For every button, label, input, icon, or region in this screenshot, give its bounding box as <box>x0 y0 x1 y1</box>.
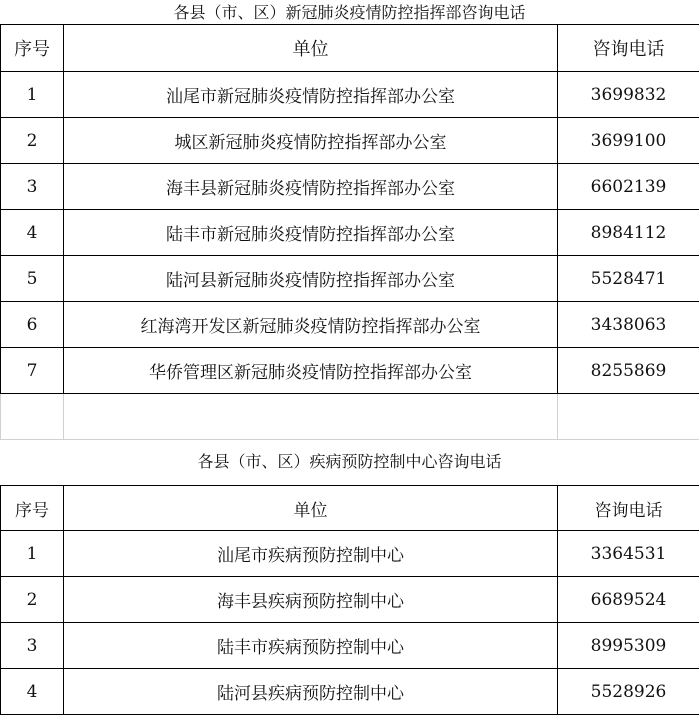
blank-row <box>1 394 699 440</box>
table-row <box>1 118 699 164</box>
header-cell-index: 序号 <box>1 486 64 531</box>
row-index: 3 <box>1 623 64 669</box>
row-unit: 红海湾开发区新冠肺炎疫情防控指挥部办公室 <box>64 302 558 348</box>
row-index: 1 <box>1 531 64 577</box>
row-index: 3 <box>1 164 64 210</box>
row-phone: 5528926 <box>558 669 699 715</box>
blank-cell <box>558 394 699 440</box>
section2-header-row <box>1 486 699 531</box>
table-row <box>1 164 699 210</box>
row-phone: 3364531 <box>558 531 699 577</box>
table-row <box>1 72 699 118</box>
blank-cell <box>1 394 64 440</box>
table-row <box>1 302 699 348</box>
header-cell-unit: 单位 <box>64 25 558 72</box>
row-index: 7 <box>1 348 64 394</box>
row-index: 6 <box>1 302 64 348</box>
table-row <box>1 623 699 669</box>
row-phone: 6602139 <box>558 164 699 210</box>
row-phone: 8255869 <box>558 348 699 394</box>
table-row <box>1 256 699 302</box>
section1-title: 各县（市、区）新冠肺炎疫情防控指挥部咨询电话 <box>173 3 526 22</box>
table-row <box>1 531 699 577</box>
row-unit: 汕尾市新冠肺炎疫情防控指挥部办公室 <box>64 72 558 118</box>
section1-table <box>0 24 699 440</box>
row-index: 5 <box>1 256 64 302</box>
row-index: 2 <box>1 577 64 623</box>
header-cell-phone: 咨询电话 <box>558 25 699 72</box>
row-unit: 城区新冠肺炎疫情防控指挥部办公室 <box>64 118 558 164</box>
table-row <box>1 348 699 394</box>
row-unit: 陆丰市新冠肺炎疫情防控指挥部办公室 <box>64 210 558 256</box>
section2-table <box>0 485 699 715</box>
blank-cell <box>64 394 558 440</box>
row-phone: 3699100 <box>558 118 699 164</box>
row-unit: 陆河县新冠肺炎疫情防控指挥部办公室 <box>64 256 558 302</box>
row-index: 4 <box>1 210 64 256</box>
row-phone: 3699832 <box>558 72 699 118</box>
row-phone: 3438063 <box>558 302 699 348</box>
table-row <box>1 577 699 623</box>
row-phone: 8984112 <box>558 210 699 256</box>
row-phone: 5528471 <box>558 256 699 302</box>
row-unit: 陆河县疾病预防控制中心 <box>64 669 558 715</box>
row-index: 4 <box>1 669 64 715</box>
row-phone: 8995309 <box>558 623 699 669</box>
header-cell-index: 序号 <box>1 25 64 72</box>
section2-title: 各县（市、区）疾病预防控制中心咨询电话 <box>197 452 502 471</box>
row-unit: 海丰县疾病预防控制中心 <box>64 577 558 623</box>
header-cell-phone: 咨询电话 <box>558 486 699 531</box>
header-cell-unit: 单位 <box>64 486 558 531</box>
table-row <box>1 669 699 715</box>
row-unit: 汕尾市疾病预防控制中心 <box>64 531 558 577</box>
row-phone: 6689524 <box>558 577 699 623</box>
row-unit: 华侨管理区新冠肺炎疫情防控指挥部办公室 <box>64 348 558 394</box>
row-index: 1 <box>1 72 64 118</box>
section1-header-row <box>1 25 699 72</box>
row-unit: 陆丰市疾病预防控制中心 <box>64 623 558 669</box>
row-index: 2 <box>1 118 64 164</box>
table-row <box>1 210 699 256</box>
row-unit: 海丰县新冠肺炎疫情防控指挥部办公室 <box>64 164 558 210</box>
